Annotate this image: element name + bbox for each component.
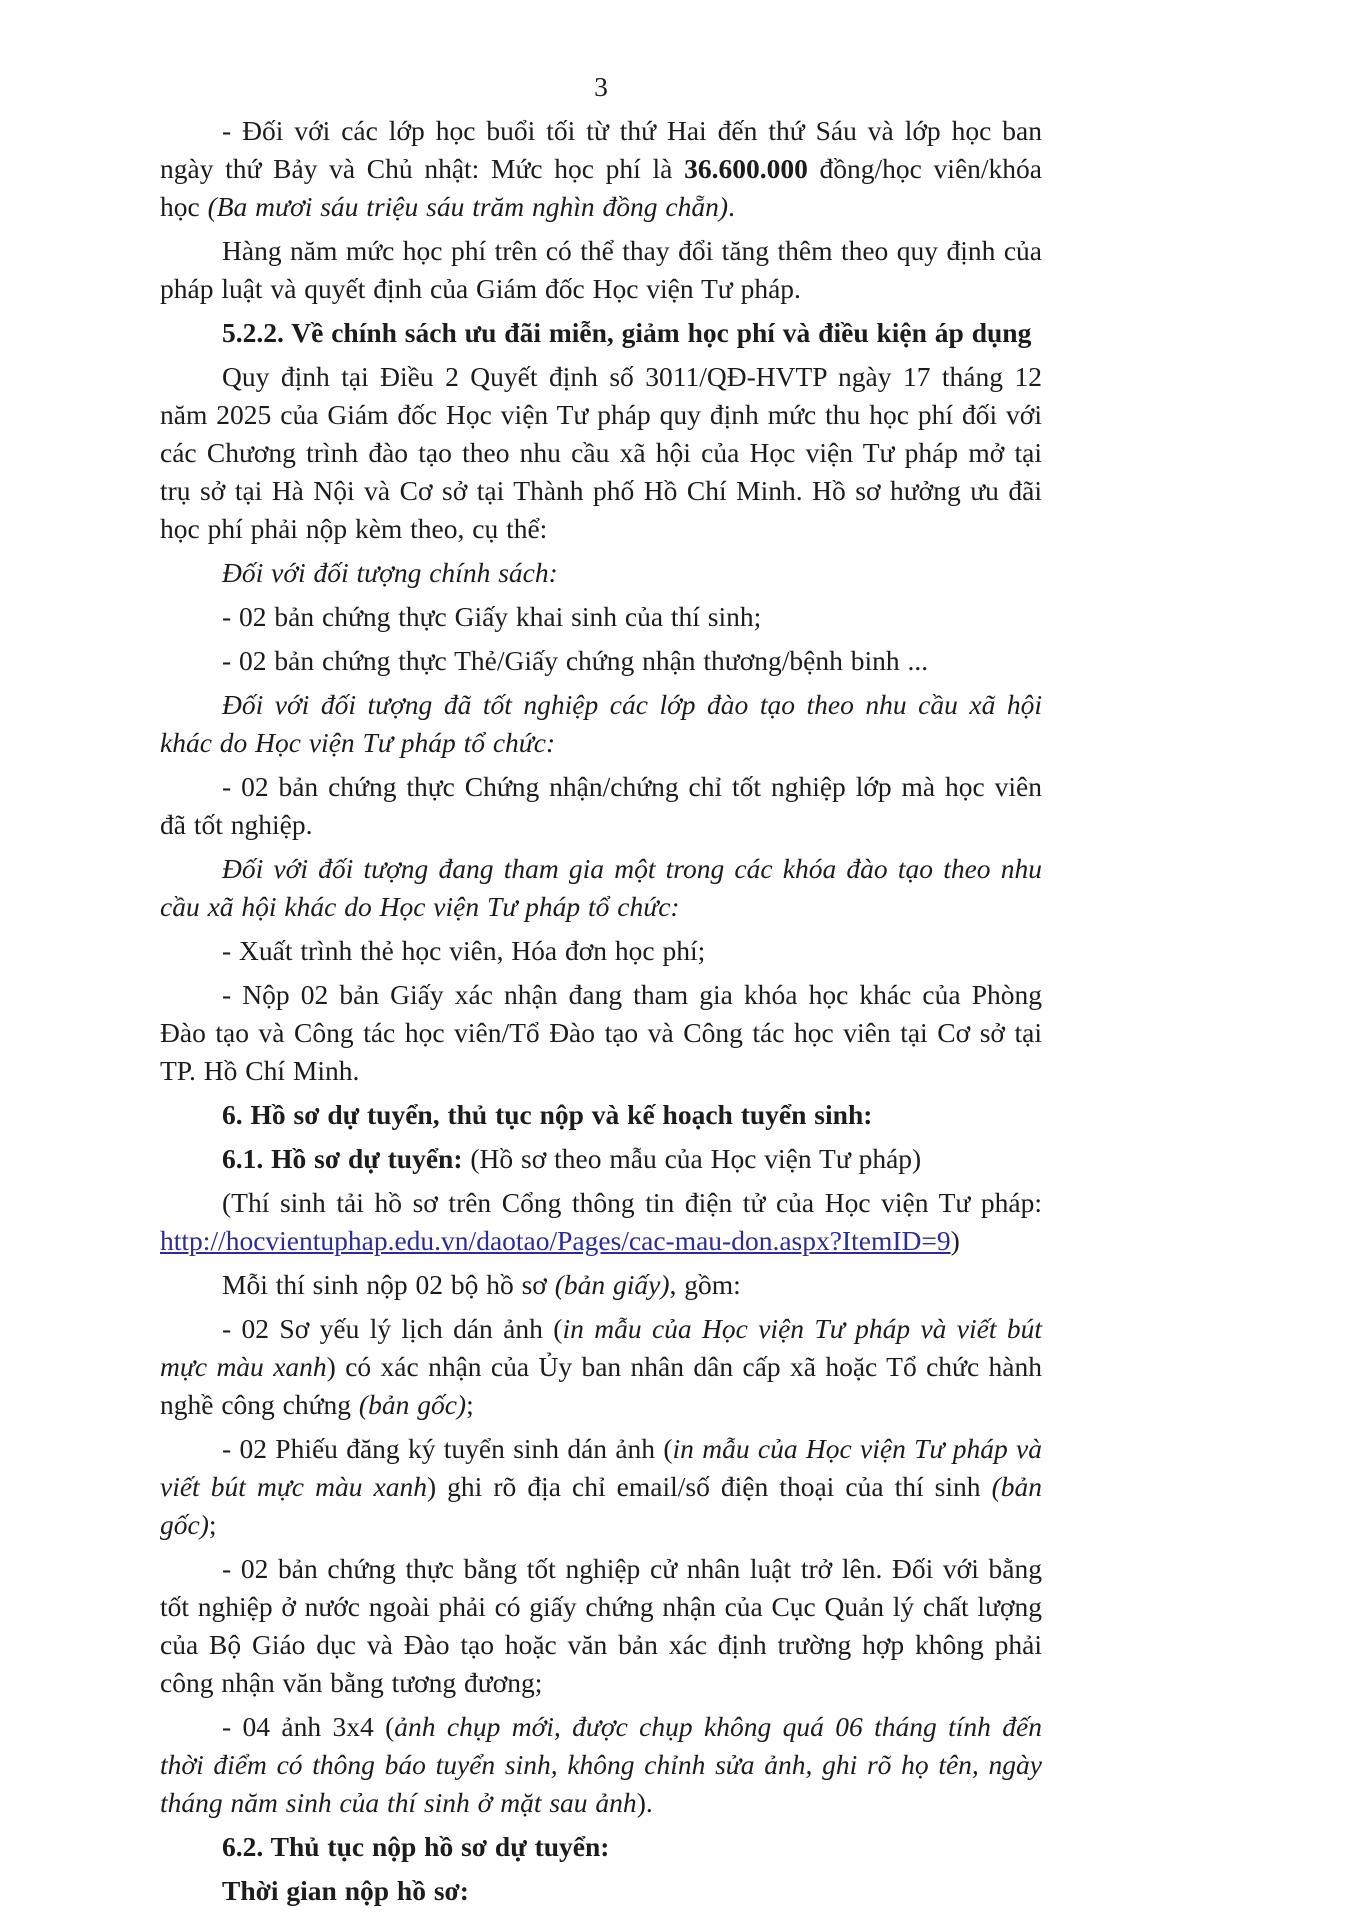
paragraph: [160, 112, 1042, 226]
text-run: Hàng năm mức học phí trên có thể thay đổi tăng thêm theo quy định của pháp luật và quyết định của Giám đốc Học viện Tư pháp.: [160, 235, 1042, 304]
text-run: in mẫu của Học viện Tư pháp và viết bút mực màu xanh: [160, 1313, 1043, 1382]
paragraph: [160, 358, 1042, 548]
text-run: 6.1. Hồ sơ dự tuyển:: [222, 1143, 463, 1174]
text-run: - Xuất trình thẻ học viên, Hóa đơn học phí;: [222, 935, 706, 966]
paragraph: [160, 232, 1042, 308]
text-run: , gồm:: [669, 1269, 741, 1300]
text-run: ;: [466, 1389, 474, 1420]
section-heading: [160, 1828, 1042, 1866]
text-run: Đối với đối tượng đã tốt nghiệp các lớp đào tạo theo nhu cầu xã hội khác do Học viện Tư pháp tổ chức:: [160, 689, 1042, 758]
section-heading: [160, 1872, 1042, 1910]
paragraph: [160, 642, 1042, 680]
paragraph: [160, 1310, 1042, 1424]
text-run: - 02 Sơ yếu lý lịch dán ảnh (: [222, 1313, 563, 1344]
text-run: - 04 ảnh 3x4 (: [222, 1711, 395, 1742]
paragraph: [160, 554, 1042, 592]
text-run: - Đối với các lớp học buổi tối từ thứ Hai đến thứ Sáu và lớp học ban ngày thứ Bảy và Chủ nhật: Mức học phí là: [160, 115, 1042, 184]
text-run: 36.600.000: [684, 153, 808, 184]
text-run: (bản gốc): [160, 1471, 1042, 1540]
text-run: Thời gian nộp hồ sơ:: [222, 1875, 469, 1906]
paragraph: [160, 932, 1042, 970]
text-run: ) có xác nhận của Ủy ban nhân dân cấp xã hoặc Tổ chức hành nghề công chứng: [160, 1351, 1042, 1420]
text-run: (Ba mươi sáu triệu sáu trăm nghìn đồng chẵn): [207, 191, 729, 222]
text-run: (Thí sinh tải hồ sơ trên Cổng thông tin điện tử của Học viện Tư pháp:: [222, 1187, 1042, 1218]
text-run: 5.2.2. Về chính sách ưu đãi miễn, giảm học phí và điều kiện áp dụng: [222, 317, 1032, 348]
text-run: Quy định tại Điều 2 Quyết định số 3011/QĐ-HVTP ngày 17 tháng 12 năm 2025 của Giám đốc Học viện Tư pháp quy định mức thu học phí đối với các Chương trình đào tạo theo nhu cầu xã hội của Học viện Tư pháp mở tại trụ sở tại Hà Nội và Cơ sở tại Thành phố Hồ Chí Minh. Hồ sơ hưởng ưu đãi học phí phải nộp kèm theo, cụ thể:: [160, 361, 1042, 544]
page-number: 3: [594, 71, 608, 102]
paragraph: [160, 1222, 1042, 1260]
text-run: - 02 bản chứng thực bằng tốt nghiệp cử nhân luật trở lên. Đối với bằng tốt nghiệp ở nước ngoài phải có giấy chứng nhận của Cục Quản lý chất lượng của Bộ Giáo dục và Đào tạo hoặc văn bản xác định trường hợp không phải công nhận văn bằng tương đương;: [160, 1553, 1042, 1698]
paragraph: [160, 1430, 1042, 1544]
text-run: - 02 bản chứng thực Giấy khai sinh của thí sinh;: [222, 601, 762, 632]
text-run: ) ghi rõ địa chỉ email/số điện thoại của thí sinh: [426, 1471, 992, 1502]
text-run: - 02 bản chứng thực Chứng nhận/chứng chỉ tốt nghiệp lớp mà học viên đã tốt nghiệp.: [160, 771, 1042, 840]
text-run: (Hồ sơ theo mẫu của Học viện Tư pháp): [462, 1143, 922, 1174]
text-run: - Nộp 02 bản Giấy xác nhận đang tham gia khóa học khác của Phòng Đào tạo và Công tác học viên/Tổ Đào tạo và Công tác học viên tại Cơ sở tại TP. Hồ Chí Minh.: [160, 979, 1042, 1086]
text-run: in mẫu của Học viện Tư pháp và viết bút mực màu xanh: [160, 1433, 1042, 1502]
text-run: (bản gốc): [358, 1389, 467, 1420]
text-run: (bản giấy): [554, 1269, 670, 1300]
text-run: 6.2. Thủ tục nộp hồ sơ dự tuyển:: [222, 1831, 610, 1862]
text-run: - 02 Phiếu đăng ký tuyển sinh dán ảnh (: [222, 1433, 673, 1464]
paragraph: [160, 1550, 1042, 1702]
paragraph: [160, 1184, 1042, 1222]
text-run: ảnh chụp mới, được chụp không quá 06 tháng tính đến thời điểm có thông báo tuyển sinh, không chỉnh sửa ảnh, ghi rõ họ tên, ngày tháng năm sinh của thí sinh ở mặt sau ảnh: [160, 1711, 1042, 1818]
paragraph: [160, 598, 1042, 636]
paragraph: [160, 1140, 1042, 1178]
paragraph: [160, 850, 1042, 926]
paragraph: [160, 976, 1042, 1090]
text-run: 6. Hồ sơ dự tuyển, thủ tục nộp và kế hoạch tuyển sinh:: [222, 1099, 873, 1130]
paragraph: [160, 768, 1042, 844]
text-run: Mỗi thí sinh nộp 02 bộ hồ sơ: [222, 1269, 555, 1300]
text-run: ;: [208, 1509, 217, 1540]
document-body: [160, 112, 1042, 1910]
text-run: Đối với đối tượng chính sách:: [222, 557, 558, 588]
text-run: ).: [636, 1787, 653, 1818]
text-run: đồng/học viên/khóa học: [160, 153, 1042, 222]
text-run: Đối với đối tượng đang tham gia một trong các khóa đào tạo theo nhu cầu xã hội khác do Học viện Tư pháp tổ chức:: [160, 853, 1042, 922]
document-link[interactable]: http://hocvientuphap.edu.vn/daotao/Pages/cac-mau-don.aspx?ItemID=9: [160, 1225, 951, 1256]
paragraph: [160, 1266, 1042, 1304]
text-run: ): [950, 1225, 960, 1256]
text-run: .: [728, 191, 735, 222]
text-run: - 02 bản chứng thực Thẻ/Giấy chứng nhận thương/bệnh binh ...: [222, 645, 929, 676]
section-heading: [160, 1096, 1042, 1134]
paragraph: [160, 686, 1042, 762]
section-heading: [160, 314, 1042, 352]
paragraph: [160, 1708, 1042, 1822]
